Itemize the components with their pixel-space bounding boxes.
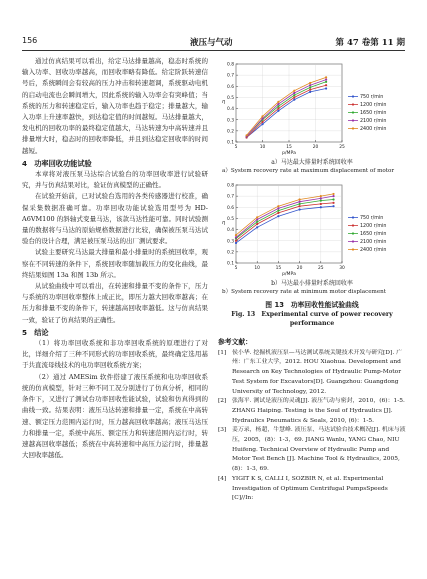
references: [218, 338, 406, 504]
data-point: [320, 195, 322, 197]
tick-label-x: 25: [339, 145, 345, 150]
data-point: [309, 82, 311, 84]
legend-marker: [352, 216, 354, 218]
data-point: [299, 198, 301, 200]
legend-label: 1200 r/min: [360, 224, 387, 229]
series-line: [247, 82, 327, 137]
data-point: [293, 96, 295, 98]
legend-label: 750 r/min: [360, 216, 384, 221]
data-point: [332, 193, 334, 195]
data-point: [256, 218, 258, 220]
data-point: [325, 87, 327, 89]
data-point: [277, 210, 279, 212]
axis-label-y: η: [222, 99, 226, 105]
chart-a: [218, 58, 406, 158]
tick-label-y: 0.6: [227, 205, 234, 211]
data-point: [320, 200, 322, 202]
tick-label-y: 0.8: [227, 183, 234, 189]
figure-13: [218, 58, 406, 328]
data-point: [256, 221, 258, 223]
data-point: [299, 201, 301, 203]
data-point: [256, 216, 258, 218]
data-point: [277, 205, 279, 207]
legend-label: 1650 r/min: [360, 232, 387, 237]
page-number: 156: [22, 36, 38, 45]
tick-label-y: 0.3: [227, 239, 234, 245]
tick-label-y: 0.5: [227, 217, 234, 223]
data-point: [332, 205, 334, 207]
panel-b-caption-en: b）System recovery rate at minimum motor displacement: [222, 289, 387, 295]
data-point: [277, 107, 279, 109]
tick-label-x: 10: [259, 145, 266, 150]
legend-marker: [352, 127, 354, 129]
data-point: [309, 86, 311, 88]
paragraph: （1）将功率回收系统和非功率回收系统的原理进行了对比，详细介绍了三种不同形式的功率回收系统，最终确定选用基于共直流母线技术的电功率回收系统方案；: [22, 339, 208, 370]
tick-label-y: 0.1: [227, 261, 234, 267]
data-point: [277, 110, 279, 112]
data-point: [293, 90, 295, 92]
references-title: 参考文献：: [218, 338, 252, 346]
tick-label-x: 25: [318, 266, 324, 271]
reference-number: [1]: [218, 349, 227, 356]
data-point: [277, 105, 279, 107]
tick-label-y: 0.8: [227, 62, 234, 68]
legend-marker: [352, 240, 354, 242]
series-line: [236, 196, 334, 237]
data-point: [277, 101, 279, 103]
legend-label: 2400 r/min: [360, 127, 387, 132]
data-point: [325, 81, 327, 83]
paragraph: 在试验开始前，已对试验台选用的各类传感器进行校准，确保采集数据准确可靠。功率回收功能试验选用型号为 HD-A6VM100 的斜轴式变量马达，该款马达性能可靠。同时试验测量的数据将与马达的原始规格数据进行比较，确保被压泵马达试验台的设计合理，满足被压泵马达的出厂测试要求。: [22, 192, 208, 246]
tick-label-y: 0.4: [227, 107, 234, 113]
legend-marker: [352, 103, 354, 105]
legend-label: 2100 r/min: [360, 240, 387, 245]
legend-marker: [352, 232, 354, 234]
tick-label-y: 0.1: [227, 140, 234, 146]
data-point: [256, 226, 258, 228]
paragraph: 从试验曲线中可以看出，在转速和排量不变的条件下，压力与系统的功率回收率整体上成正比，即压力越大回收率越高；在压力和排量不变的条件下，转速越高回收率越低。这与仿真结果一致，验证了仿真结果的正确性。: [22, 282, 208, 324]
data-point: [235, 240, 237, 242]
data-point: [235, 236, 237, 238]
legend-marker: [352, 111, 354, 113]
tick-label-x: 15: [275, 266, 282, 271]
data-point: [332, 198, 334, 200]
data-point: [277, 215, 279, 217]
data-point: [261, 121, 263, 123]
legend-marker: [352, 224, 354, 226]
data-point: [325, 76, 327, 78]
header-rule: [22, 50, 405, 51]
data-point: [309, 91, 311, 93]
tick-label-x: 5: [234, 145, 238, 150]
data-point: [309, 84, 311, 86]
data-point: [277, 212, 279, 214]
tick-label-y: 0.7: [227, 194, 234, 200]
tick-label-x: 20: [296, 266, 303, 271]
reference-text: YIGIT K S, CALLI I, SOZBIR N, et al. Experimental Investigation of Optimum Centrifugal PumpsSpeeds [C]//In:: [232, 475, 388, 502]
axis-label-x: p/MPa: [282, 272, 296, 277]
panel-a-caption-zh: a）马达最大排量时系统回收率: [271, 159, 353, 166]
tick-label-y: 0.7: [227, 73, 234, 79]
legend-label: 1650 r/min: [360, 111, 387, 116]
legend-label: 1200 r/min: [360, 103, 387, 108]
panel-a-caption-en: a）System recovery rate at maximum displacement of motor: [222, 168, 395, 174]
data-point: [325, 84, 327, 86]
data-point: [261, 115, 263, 117]
section-heading: 4 功率回收功能试验: [22, 158, 92, 168]
reference-item: [218, 397, 406, 426]
paragraph: 通过仿真结果可以看出，给定马达排量越高，稳态时系统的输入功率、回收功率越高，而回收率略有降低。给定阶跃转速信号后，系统瞬间会有较高的压力冲击和转速超调，系统驱动电机的启动电流也会瞬间增大，因此系统的输入功率会有突峰值；当系统的压力和转速稳定后，输入功率也趋于稳定；排量越大，输入功率上升速率越快，到达稳定值的时间越短。马达排量越大，发电机的回收功率的最终稳定值越大，马达转速为中高转速并且排量增大时，稳态时的回收率降低，并且到达稳定回收率的时间越短。: [22, 57, 208, 155]
reference-text: 侯小华. 挖掘机液压泵—马达测试系统关键技术开发与研究[D]. 广州：广东工业大学，2012. HOU Xiaohua. Development and Research on Key Technologies of Hydraulic Pump-Motor Test System for Excavators[D]. Guangzhou: Guangdong University of Technology, 2012.: [232, 349, 402, 395]
reference-item: [218, 349, 406, 398]
journal-name: 液压与气动: [190, 38, 233, 48]
legend-marker: [352, 248, 354, 250]
data-point: [299, 208, 301, 210]
reference-text: 姜万录，杨超，牛慧峰. 液压泵、马达试验台技术概况[J]. 机床与液压，2005，(8)：1-3，69. JIANG Wanlu, YANG Chao, NIU Huifeng. Technical Overview of Hydraulic Pump and Motor Test Bench [J]. Machine Tool & Hydraulics, 2005, (8)：1-3, 69.: [232, 427, 406, 473]
paragraph: （2）通过 AMESim 软件搭建了液压系统和电功率回收系统的仿真模型，针对三种不同工况分别进行了仿真分析，相同的条件下，又进行了测试台功率回收性能试验，试验和仿真得到的曲线一致。结果表明：液压马达转速和排量一定，系统在中高转速、额定压力范围内运行时，压力越高回收率越高；液压马达压力和排量一定，系统中高压、额定压力和转速范围内运行时，转速越高回收率越低；系统在中高转速和中高压力运行时，排量越大回收率越低。: [22, 372, 208, 460]
data-point: [309, 89, 311, 91]
data-point: [320, 197, 322, 199]
page-header: [22, 36, 405, 49]
reference-text: 张海平. 测试是液压的灵魂[J]. 液压气动与密封，2010，(6)：1-5. ZHANG Haiping. Testing is the Soul of Hydraulics [J]. Hydraulics Pneumatics & Seals, 2010, (6)：1-5.: [232, 398, 405, 424]
tick-label-y: 0.3: [227, 118, 234, 124]
data-point: [277, 207, 279, 209]
legend-label: 2400 r/min: [360, 248, 387, 253]
tick-label-x: 15: [286, 145, 292, 150]
tick-label-x: 10: [254, 266, 260, 271]
axis-label-x: p/MPa: [282, 151, 296, 156]
data-point: [332, 202, 334, 204]
figure-caption-en: Fig. 13 Experimental curve of power recovery performance: [231, 311, 393, 327]
data-point: [261, 123, 263, 125]
data-point: [293, 94, 295, 96]
tick-label-y: 0.2: [227, 250, 234, 256]
axis-label-y: η: [222, 220, 226, 226]
tick-label-x: 30: [339, 266, 345, 271]
series-line: [247, 85, 327, 137]
panel-b-caption-zh: b）马达最小排量时系统回收率: [271, 280, 353, 287]
tick-label-y: 0.6: [227, 84, 234, 90]
data-point: [320, 203, 322, 205]
tick-label-y: 0.4: [227, 228, 234, 234]
legend-label: 2100 r/min: [360, 119, 387, 124]
issue-info: 第 47 卷第 11 期: [335, 38, 405, 48]
reference-item: [218, 475, 406, 504]
reference-item: [218, 426, 406, 475]
chart-panel-b: [218, 179, 406, 296]
tick-label-x: 5: [234, 266, 238, 271]
data-point: [277, 103, 279, 105]
data-point: [293, 99, 295, 101]
chart-panel-a: [218, 58, 406, 175]
data-point: [293, 92, 295, 94]
figure-caption-zh: 图 13 功率回收性能试验曲线: [265, 301, 359, 309]
data-point: [235, 242, 237, 244]
data-point: [246, 134, 248, 136]
section-heading: 5 结论: [22, 327, 49, 337]
legend-marker: [352, 119, 354, 121]
paragraph: 本章将对液压泵马达综合试验台的功率回收率进行试验研究，并与仿真结果对比，验证仿真模型的正确性。: [22, 170, 208, 190]
data-point: [235, 234, 237, 236]
series-line: [236, 200, 334, 239]
tick-label-y: 0.5: [227, 96, 234, 102]
data-point: [256, 223, 258, 225]
tick-label-x: 20: [312, 145, 319, 150]
paragraph: 试验主要研究马达最大排量和最小排量时的系统回收率，观察在不同转速的条件下，系统回收率随加载压力的变化曲线，最终结果如图 13a 和图 13b 所示。: [22, 248, 208, 279]
data-point: [332, 195, 334, 197]
reference-number: [3]: [218, 427, 227, 434]
legend-marker: [352, 95, 354, 97]
left-column: [22, 56, 208, 461]
data-point: [299, 203, 301, 205]
data-point: [299, 205, 301, 207]
legend-label: 750 r/min: [360, 95, 384, 100]
chart-b: [218, 179, 406, 279]
data-point: [325, 79, 327, 81]
tick-label-y: 0.2: [227, 129, 234, 135]
reference-number: [2]: [218, 398, 227, 405]
reference-number: [4]: [218, 475, 227, 482]
data-point: [320, 206, 322, 208]
